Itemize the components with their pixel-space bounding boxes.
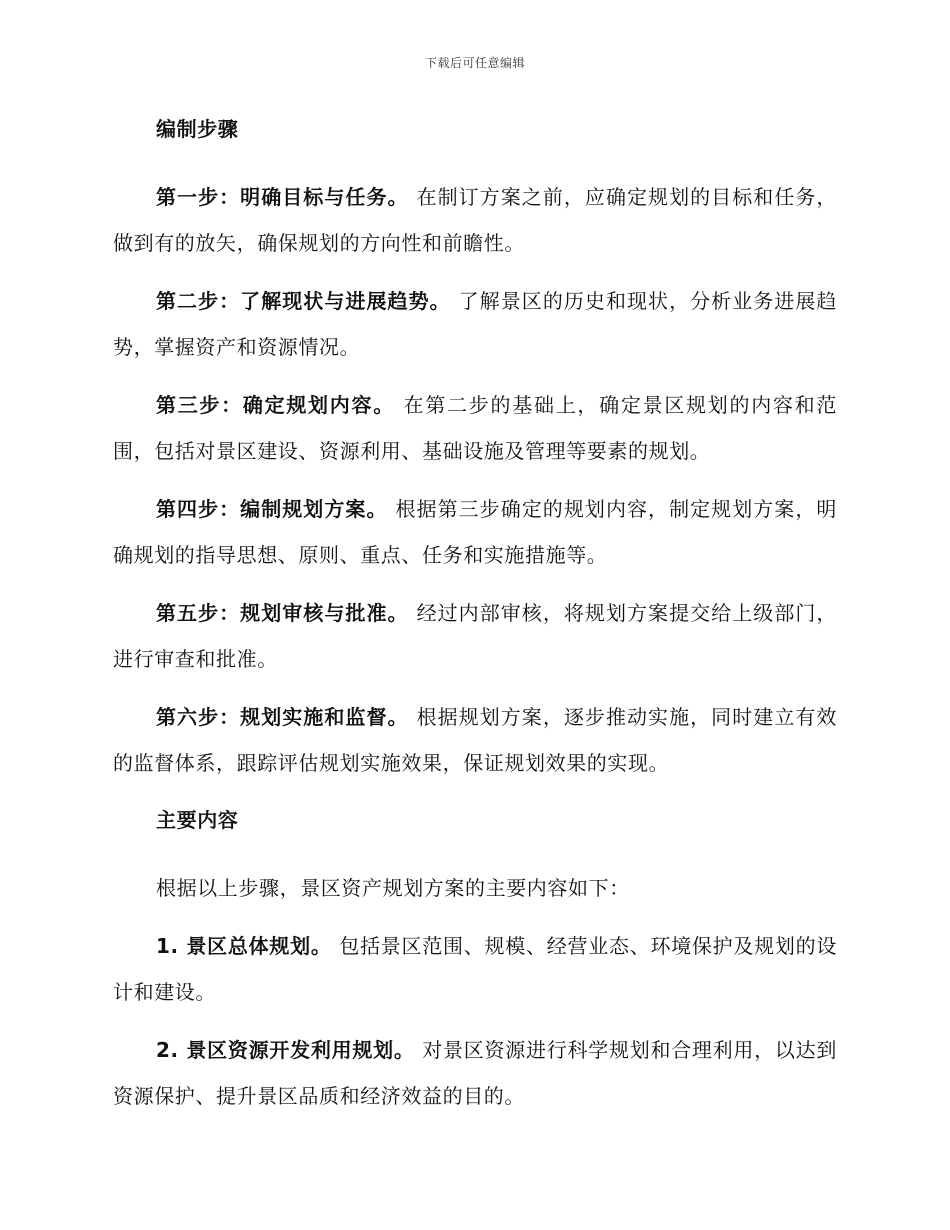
step-text: 根据第三步确定的规划内容，制定规划方案，明确规划的指导思想、原则、重点、任务和实施措施等。 [113, 497, 837, 567]
content-item-lead: 2. 景区资源开发利用规划。 [156, 1038, 415, 1062]
step-text: 了解景区的历史和现状，分析业务进展趋势，掌握资产和资源情况。 [113, 289, 837, 359]
step-text: 根据规划方案，逐步推动实施，同时建立有效的监督体系，跟踪评估规划实施效果，保证规划效果的实现。 [113, 705, 838, 775]
section-heading-steps: 编制步骤 [156, 117, 239, 141]
step-paragraph [113, 694, 837, 786]
page-header-note: 下载后可任意编辑 [424, 56, 525, 70]
content-item-text: 包括景区范围、规模、经营业态、环境保护及规划的设计和建设。 [113, 934, 837, 1004]
step-paragraph [113, 382, 837, 474]
step-text: 经过内部审核，将规划方案提交给上级部门，进行审查和批准。 [113, 601, 838, 671]
content-intro-text: 根据以上步骤，景区资产规划方案的主要内容如下： [156, 876, 630, 900]
content-item-text: 对景区资源进行科学规划和合理利用，以达到资源保护、提升景区品质和经济效益的目的。 [113, 1038, 837, 1108]
step-lead: 第三步：确定规划内容。 [156, 393, 395, 417]
content-item-lead: 1. 景区总体规划。 [156, 934, 332, 958]
section-heading-main-content: 主要内容 [156, 808, 239, 832]
step-lead: 第四步：编制规划方案。 [156, 497, 388, 521]
content-item-paragraph [113, 1027, 837, 1119]
document-body [113, 107, 837, 1131]
step-paragraph [113, 278, 837, 370]
step-lead: 第六步：规划实施和监督。 [156, 705, 409, 729]
content-item-paragraph [113, 923, 837, 1015]
step-text: 在第二步的基础上，确定景区规划的内容和范围，包括对景区建设、资源利用、基础设施及管理等要素的规划。 [113, 393, 837, 463]
step-paragraph [113, 590, 837, 682]
step-lead: 第二步：了解现状与进展趋势。 [156, 289, 451, 313]
step-paragraph [113, 174, 837, 266]
step-paragraph [113, 486, 837, 578]
step-lead: 第一步：明确目标与任务。 [156, 185, 409, 209]
step-lead: 第五步：规划审核与批准。 [156, 601, 409, 625]
step-text: 在制订方案之前，应确定规划的目标和任务，做到有的放矢，确保规划的方向性和前瞻性。 [113, 185, 838, 255]
